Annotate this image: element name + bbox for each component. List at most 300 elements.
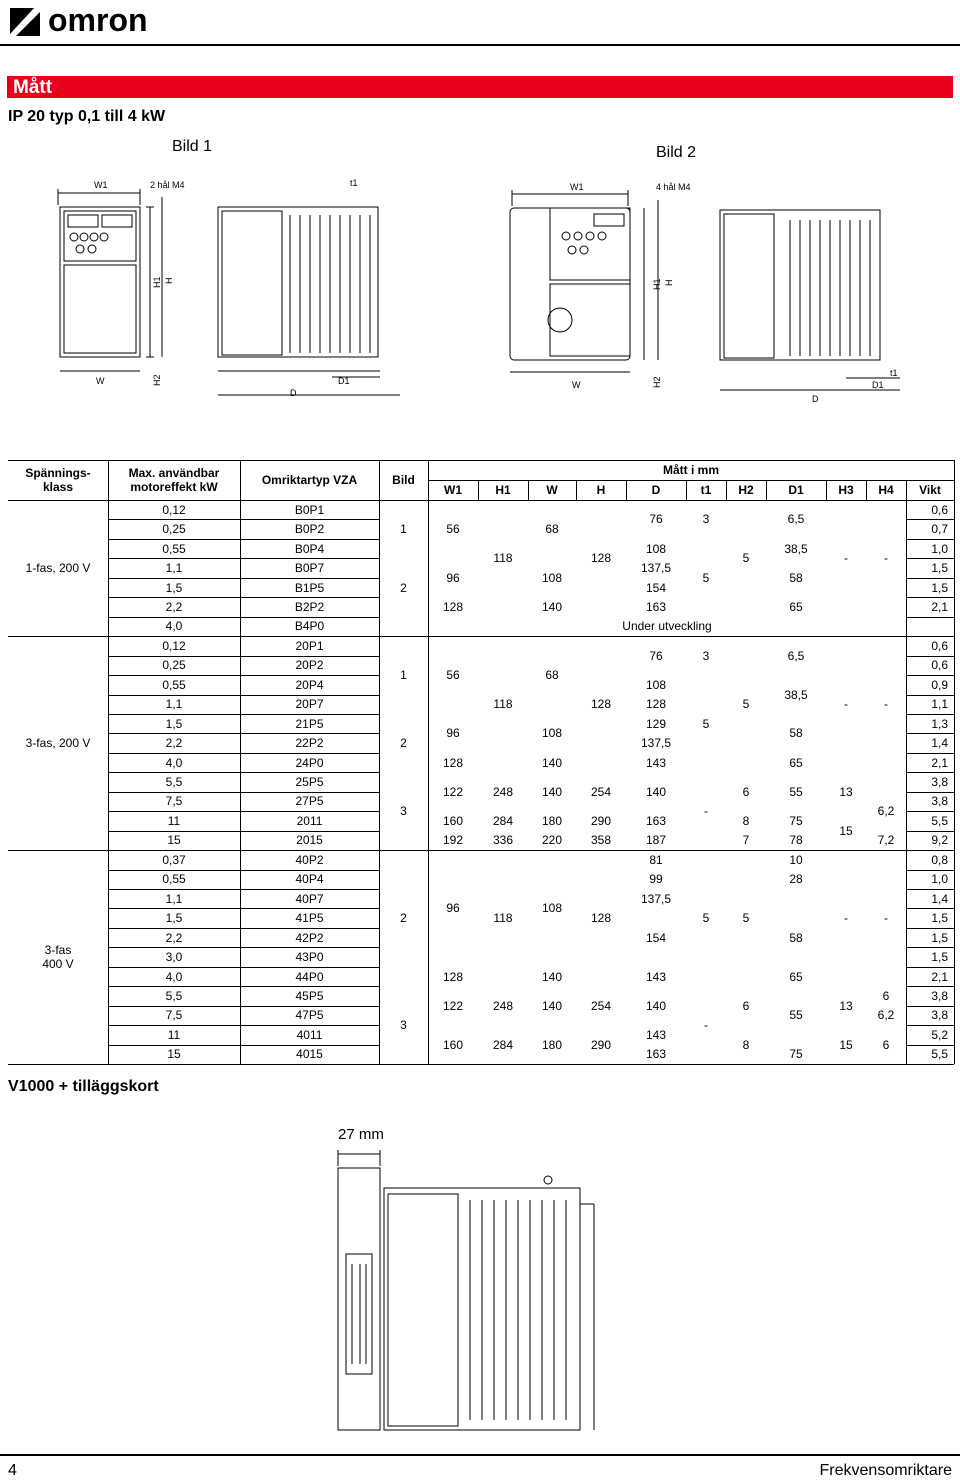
- vikt-cell: 1,1: [931, 697, 948, 712]
- dim-cell: 140: [541, 784, 563, 799]
- kw-cell: 1,5: [165, 911, 183, 926]
- dim-cell: 128: [590, 911, 612, 926]
- dim-cell: 65: [789, 969, 803, 984]
- table-gridline: [108, 792, 379, 793]
- dim-cell: 284: [492, 813, 514, 828]
- dim-cell: 143: [645, 755, 667, 770]
- dim-cell: 81: [649, 852, 663, 867]
- kw-cell: 2,2: [165, 736, 183, 751]
- type-cell: B0P2: [294, 522, 325, 537]
- type-cell: B0P4: [294, 541, 325, 556]
- table-gridline: [906, 733, 954, 734]
- type-cell: 2015: [296, 833, 323, 848]
- vikt-cell: 1,5: [931, 930, 948, 945]
- table-gridline: [906, 967, 954, 968]
- table-gridline: [906, 617, 954, 618]
- kw-cell: 1,1: [165, 561, 183, 576]
- vikt-cell: 1,5: [931, 950, 948, 965]
- type-cell: 20P4: [295, 677, 324, 692]
- dim-cell: 58: [789, 570, 803, 585]
- class-label: 3-fas, 200 V: [25, 736, 91, 751]
- fig1-h1: H1: [152, 276, 162, 288]
- dim-cell: 140: [645, 998, 667, 1013]
- table-gridline: [108, 908, 379, 909]
- fig2-w: W: [572, 380, 581, 390]
- vikt-cell: 3,8: [931, 1008, 948, 1023]
- dim-cell: 1: [400, 522, 407, 537]
- dim-cell: 108: [541, 901, 563, 916]
- type-cell: B0P7: [294, 561, 325, 576]
- table-gridline: [906, 597, 954, 598]
- table-gridline: [906, 1045, 954, 1046]
- under-utveckling: Under utveckling: [622, 619, 712, 634]
- type-cell: 40P4: [295, 872, 324, 887]
- dimension-table: [8, 460, 954, 1062]
- dim-cell: -: [884, 551, 888, 566]
- table-gridline: [108, 1006, 379, 1007]
- dim-cell: 137,5: [640, 561, 672, 576]
- table-gridline: [906, 1006, 954, 1007]
- vikt-cell: 0,6: [931, 658, 948, 673]
- dim-cell: 163: [645, 1047, 667, 1062]
- dim-cell: 15: [839, 823, 853, 838]
- dim-cell: 76: [649, 648, 663, 663]
- dim-cell: -: [844, 911, 848, 926]
- header-matt-i-mm: Mått i mm: [662, 463, 719, 477]
- fig1-w1: W1: [94, 180, 108, 190]
- header-motoreffekt: Max. användbar motoreffekt kW: [128, 466, 220, 494]
- dim-cell: 154: [645, 930, 667, 945]
- dim-cell: 6,5: [787, 512, 805, 527]
- section-title: Mått: [13, 77, 53, 98]
- dim-cell: 5: [742, 551, 750, 566]
- table-gridline: [954, 500, 955, 1064]
- table-gridline: [108, 675, 379, 676]
- kw-cell: 0,55: [162, 541, 186, 556]
- kw-cell: 0,25: [162, 658, 186, 673]
- fig2-holes: 4 hål M4: [656, 182, 691, 192]
- dim-cell: 180: [541, 813, 563, 828]
- fig2-h: H: [664, 279, 674, 286]
- vikt-cell: 1,5: [931, 561, 948, 576]
- option-card-drawing: [300, 1144, 600, 1444]
- dim-cell: 7,2: [877, 833, 895, 848]
- table-gridline: [108, 928, 379, 929]
- vikt-cell: 3,8: [931, 988, 948, 1003]
- dim-cell: 13: [839, 998, 853, 1013]
- dim-cell: 68: [545, 668, 559, 683]
- table-gridline: [108, 1025, 379, 1026]
- dim-cell: 122: [442, 998, 464, 1013]
- kw-cell: 4,0: [165, 619, 183, 634]
- table-gridline: [906, 870, 954, 871]
- dim-cell: 122: [442, 784, 464, 799]
- table-gridline: [906, 675, 954, 676]
- dim-cell: 3: [702, 648, 710, 663]
- dim-cell: 129: [645, 716, 667, 731]
- table-gridline: [8, 500, 954, 501]
- dim-cell: 5: [702, 911, 710, 926]
- type-cell: 47P5: [295, 1008, 324, 1023]
- header-col-h: H: [596, 483, 606, 497]
- dim-cell: 140: [541, 755, 563, 770]
- fig1-d1: D1: [338, 376, 350, 386]
- dim-cell: 290: [590, 813, 612, 828]
- header-omriktartyp: Omriktartyp VZA: [261, 473, 358, 487]
- class-label: 1-fas, 200 V: [25, 561, 91, 576]
- dim-cell: 140: [645, 784, 667, 799]
- table-gridline: [906, 889, 954, 890]
- fig2-t1: t1: [890, 368, 898, 378]
- dim-cell: 65: [789, 755, 803, 770]
- dim-cell: 6,5: [787, 648, 805, 663]
- table-gridline: [108, 714, 379, 715]
- dim-cell: 96: [446, 901, 460, 916]
- vikt-cell: 0,6: [931, 638, 948, 653]
- vikt-cell: 5,5: [931, 1047, 948, 1062]
- dim-cell: 78: [789, 833, 803, 848]
- dim-cell: 5: [742, 911, 750, 926]
- dim-cell: 143: [645, 1027, 667, 1042]
- section-bar: [7, 76, 953, 98]
- table-gridline: [108, 597, 379, 598]
- dim-cell: 248: [492, 998, 514, 1013]
- dim-cell: 10: [789, 852, 803, 867]
- dim-cell: 137,5: [640, 891, 672, 906]
- footer-rule: [0, 1454, 960, 1456]
- table-gridline: [8, 460, 954, 461]
- type-cell: 25P5: [295, 775, 324, 790]
- dim-cell: 65: [789, 599, 803, 614]
- fig2-d: D: [812, 394, 819, 404]
- figure-2-label: Bild 2: [656, 144, 697, 161]
- vikt-cell: 5,2: [931, 1027, 948, 1042]
- table-gridline: [108, 519, 379, 520]
- table-gridline: [108, 1045, 379, 1046]
- dim-cell: 143: [645, 969, 667, 984]
- table-gridline: [108, 870, 379, 871]
- table-gridline: [108, 889, 379, 890]
- dim-cell: 56: [446, 668, 460, 683]
- dim-cell: 128: [442, 755, 464, 770]
- dim-cell: 3: [400, 804, 407, 819]
- dim-cell: 128: [645, 697, 667, 712]
- type-cell: 4011: [296, 1027, 323, 1042]
- vikt-cell: 1,0: [931, 541, 948, 556]
- dim-cell: 108: [541, 570, 563, 585]
- dim-cell: 1: [400, 668, 407, 683]
- type-cell: 20P2: [295, 658, 324, 673]
- dim-cell: -: [844, 551, 848, 566]
- fig2-h1: H1: [652, 278, 662, 290]
- vikt-cell: 1,0: [931, 872, 948, 887]
- table-gridline: [906, 947, 954, 948]
- table-gridline: [108, 772, 379, 773]
- dim-cell: 56: [446, 522, 460, 537]
- kw-cell: 0,55: [162, 872, 186, 887]
- fig1-holes: 2 hål M4: [150, 180, 185, 190]
- kw-cell: 0,55: [162, 677, 186, 692]
- dim-cell: 128: [590, 551, 612, 566]
- vikt-cell: 1,4: [931, 891, 948, 906]
- kw-cell: 0,12: [162, 502, 186, 517]
- table-gridline: [954, 460, 955, 500]
- vikt-cell: 1,5: [931, 911, 948, 926]
- header-col-w1: W1: [444, 483, 462, 497]
- type-cell: 40P2: [295, 852, 324, 867]
- table-gridline: [906, 519, 954, 520]
- fig1-d: D: [290, 388, 297, 398]
- class-label: 3-fas 400 V: [42, 943, 74, 972]
- table-gridline: [108, 811, 379, 812]
- fig2-d1: D1: [872, 380, 884, 390]
- type-cell: 41P5: [295, 911, 324, 926]
- kw-cell: 1,1: [165, 891, 183, 906]
- header-col-h3: H3: [838, 483, 854, 497]
- dim-cell: 2: [400, 911, 407, 926]
- dim-cell: 6,2: [877, 1008, 895, 1023]
- dim-cell: 3: [702, 512, 710, 527]
- kw-cell: 7,5: [165, 1008, 183, 1023]
- vikt-cell: 0,6: [931, 502, 948, 517]
- header-col-vikt: Vikt: [919, 483, 941, 497]
- header-col-h2: H2: [738, 483, 754, 497]
- dim-cell: 128: [590, 697, 612, 712]
- dim-cell: 160: [442, 1037, 464, 1052]
- kw-cell: 2,2: [165, 599, 183, 614]
- kw-cell: 15: [167, 833, 181, 848]
- kw-cell: 2,2: [165, 930, 183, 945]
- type-cell: B1P5: [294, 580, 325, 595]
- vikt-cell: 2,1: [931, 969, 948, 984]
- dim-cell: 6,2: [877, 804, 895, 819]
- table-gridline: [108, 831, 379, 832]
- table-gridline: [906, 656, 954, 657]
- dim-cell: 5: [702, 570, 710, 585]
- dim-cell: 180: [541, 1037, 563, 1052]
- kw-cell: 5,5: [165, 988, 183, 1003]
- vikt-cell: 2,1: [931, 755, 948, 770]
- dim-cell: -: [844, 697, 848, 712]
- type-cell: 43P0: [295, 950, 324, 965]
- dim-cell: 108: [645, 541, 667, 556]
- fig1-t1: t1: [350, 178, 358, 188]
- figure-2-drawing: [500, 180, 920, 405]
- dim-cell: 38,5: [784, 541, 808, 556]
- dim-cell: 15: [839, 1037, 853, 1052]
- header-col-w: W: [546, 483, 558, 497]
- fig1-h: H: [164, 277, 174, 284]
- kw-cell: 11: [167, 813, 181, 828]
- dim-cell: 8: [742, 1037, 750, 1052]
- table-gridline: [108, 558, 379, 559]
- dim-cell: 68: [545, 522, 559, 537]
- dim-cell: 2: [400, 736, 407, 751]
- dim-cell: 108: [645, 677, 667, 692]
- vikt-cell: 0,8: [931, 852, 948, 867]
- page-number: 4: [8, 1462, 17, 1479]
- brand-wordmark: omron: [48, 2, 148, 38]
- type-cell: B0P1: [294, 502, 325, 517]
- dim-cell: 128: [442, 969, 464, 984]
- dim-cell: 358: [590, 833, 612, 848]
- vikt-cell: 0,9: [931, 677, 948, 692]
- dim-cell: 5: [742, 697, 750, 712]
- table-gridline: [108, 947, 379, 948]
- kw-cell: 4,0: [165, 755, 183, 770]
- vikt-cell: 2,1: [931, 599, 948, 614]
- dim-cell: 75: [789, 813, 803, 828]
- table-gridline: [8, 850, 954, 851]
- kw-cell: 1,5: [165, 580, 183, 595]
- header-rule: [0, 44, 960, 46]
- dim-cell: 140: [541, 599, 563, 614]
- type-cell: B4P0: [294, 619, 325, 634]
- type-cell: 24P0: [295, 755, 324, 770]
- dim-27mm: 27 mm: [338, 1126, 384, 1143]
- table-gridline: [906, 578, 954, 579]
- kw-cell: 5,5: [165, 775, 183, 790]
- dim-cell: 55: [789, 1008, 803, 1023]
- header-spanningsklass: Spännings- klass: [25, 466, 91, 494]
- dim-cell: 220: [541, 833, 563, 848]
- dim-cell: 96: [446, 726, 460, 741]
- dim-cell: 58: [789, 726, 803, 741]
- type-cell: 22P2: [295, 736, 324, 751]
- table-gridline: [108, 753, 379, 754]
- dim-cell: 118: [493, 551, 513, 566]
- dim-cell: 140: [541, 998, 563, 1013]
- dim-cell: 284: [492, 1037, 514, 1052]
- dim-cell: 6: [882, 988, 890, 1003]
- table-gridline: [906, 753, 954, 754]
- type-cell: 40P7: [295, 891, 324, 906]
- table-gridline: [108, 695, 379, 696]
- type-cell: 27P5: [295, 794, 324, 809]
- dim-cell: 13: [839, 784, 853, 799]
- table-gridline: [8, 636, 954, 637]
- table-gridline: [906, 714, 954, 715]
- header-bild: Bild: [392, 473, 415, 487]
- table-gridline: [906, 928, 954, 929]
- dim-cell: 7: [742, 833, 750, 848]
- dim-cell: 163: [645, 813, 667, 828]
- table-gridline: [906, 695, 954, 696]
- kw-cell: 1,1: [165, 697, 183, 712]
- vikt-cell: 5,5: [931, 813, 948, 828]
- type-cell: 45P5: [295, 988, 324, 1003]
- dim-cell: 55: [789, 784, 803, 799]
- footer-title: Frekvensomriktare: [819, 1462, 952, 1479]
- type-cell: B2P2: [294, 599, 325, 614]
- table-gridline: [906, 831, 954, 832]
- dim-cell: -: [884, 911, 888, 926]
- table-gridline: [906, 792, 954, 793]
- table-gridline: [108, 986, 379, 987]
- dim-cell: -: [704, 1018, 708, 1033]
- type-cell: 42P2: [295, 930, 324, 945]
- dim-cell: 163: [645, 599, 667, 614]
- table-gridline: [906, 1025, 954, 1026]
- fig2-w1: W1: [570, 182, 584, 192]
- type-cell: 20P7: [295, 697, 324, 712]
- vikt-cell: 3,8: [931, 794, 948, 809]
- dim-cell: 38,5: [784, 687, 808, 702]
- table-gridline: [906, 811, 954, 812]
- table-gridline: [906, 908, 954, 909]
- dim-cell: 118: [493, 911, 513, 926]
- dim-cell: 336: [492, 833, 514, 848]
- kw-cell: 0,12: [162, 638, 186, 653]
- dim-cell: 58: [789, 930, 803, 945]
- kw-cell: 11: [167, 1027, 181, 1042]
- header-col-h1: H1: [495, 483, 511, 497]
- fig2-h2: H2: [652, 376, 662, 388]
- dim-cell: 137,5: [640, 736, 672, 751]
- type-cell: 44P0: [295, 969, 324, 984]
- header-col-d: D: [651, 483, 661, 497]
- dim-cell: 192: [442, 833, 464, 848]
- vikt-cell: 0,7: [931, 522, 948, 537]
- dim-cell: 96: [446, 570, 460, 585]
- kw-cell: 0,37: [162, 852, 186, 867]
- table-gridline: [108, 967, 379, 968]
- dim-cell: 6: [882, 1037, 890, 1052]
- kw-cell: 7,5: [165, 794, 183, 809]
- dim-cell: 108: [541, 726, 563, 741]
- table-gridline: [108, 578, 379, 579]
- dim-cell: 99: [649, 872, 663, 887]
- header-col-t1: t1: [700, 483, 712, 497]
- dim-cell: 248: [492, 784, 514, 799]
- vikt-cell: 1,5: [931, 580, 948, 595]
- omron-logo: [6, 2, 176, 45]
- table-gridline: [906, 539, 954, 540]
- dim-cell: 3: [400, 1018, 407, 1033]
- type-cell: 4015: [296, 1047, 323, 1062]
- table-gridline: [108, 656, 379, 657]
- subtitle: IP 20 typ 0,1 till 4 kW: [8, 108, 166, 125]
- dim-cell: 140: [541, 969, 563, 984]
- kw-cell: 3,0: [165, 950, 183, 965]
- kw-cell: 15: [167, 1047, 181, 1062]
- dim-cell: -: [704, 804, 708, 819]
- figure-1-drawing: [50, 175, 410, 400]
- type-cell: 20P1: [295, 638, 324, 653]
- dim-cell: 5: [702, 716, 710, 731]
- dim-cell: 118: [493, 697, 513, 712]
- fig1-w: W: [96, 376, 105, 386]
- dim-cell: 28: [789, 872, 803, 887]
- table-gridline: [8, 1064, 954, 1065]
- dim-cell: 187: [645, 833, 667, 848]
- kw-cell: 1,5: [165, 716, 183, 731]
- type-cell: 21P5: [295, 716, 324, 731]
- type-cell: 2011: [296, 813, 323, 828]
- vikt-cell: 1,4: [931, 736, 948, 751]
- table-gridline: [108, 733, 379, 734]
- figure-1-label: Bild 1: [172, 138, 213, 155]
- table-gridline: [108, 617, 379, 618]
- vikt-cell: 1,3: [931, 716, 948, 731]
- kw-cell: 0,25: [162, 522, 186, 537]
- table-gridline: [906, 558, 954, 559]
- vikt-cell: 9,2: [931, 833, 948, 848]
- header-col-d1: D1: [788, 483, 804, 497]
- dim-cell: 75: [789, 1047, 803, 1062]
- table-gridline: [428, 480, 954, 481]
- dim-cell: 154: [645, 580, 667, 595]
